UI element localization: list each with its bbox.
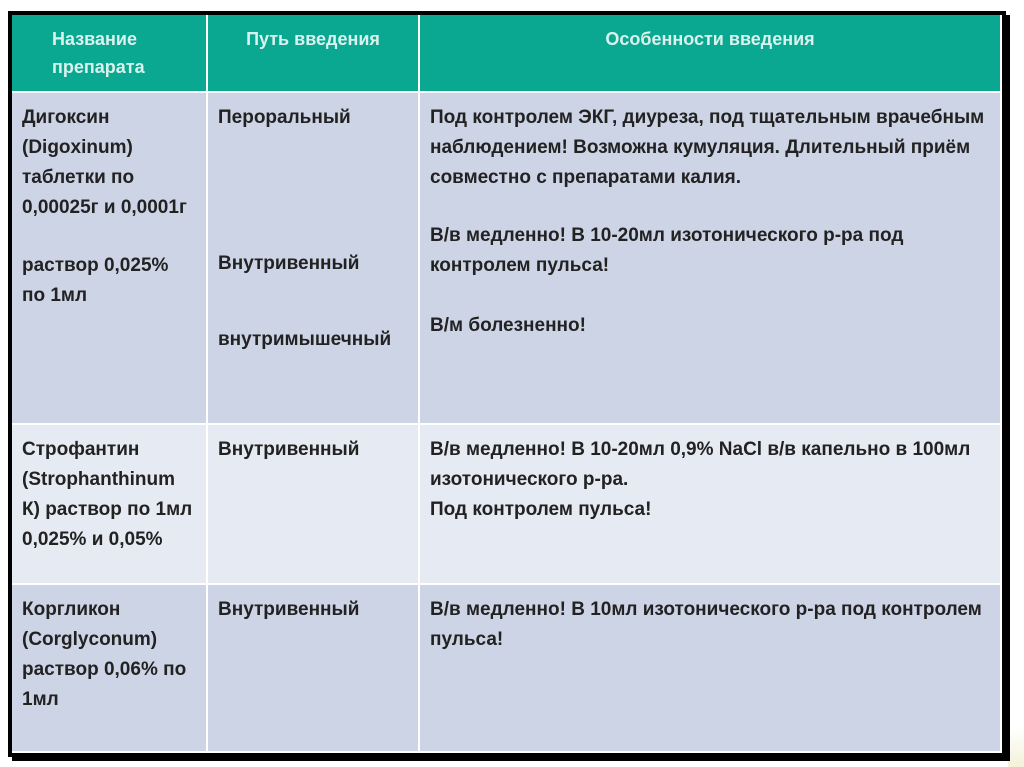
notes-text: В/м болезненно! [430,315,586,336]
route-text: внутримышечный [218,329,392,350]
header-notes: Особенности введения [420,15,1002,93]
table-row [12,585,1002,753]
route-text: Внутривенный [218,599,360,620]
table-row [12,93,1002,425]
drug-name: Дигоксин (Digoxinum) таблетки по 0,00025г и 0,0001г [22,107,187,218]
table-row [12,425,1002,585]
drug-table [12,15,1002,753]
table-frame [8,11,1006,757]
notes-text: В/в медленно! В 10-20мл изотонического р-ра под контролем пульса! [430,225,904,276]
drug-name-cell [12,93,208,425]
notes-text: Под контролем ЭКГ, диуреза, под тщательным врачебным наблюдением! Возможна кумуляция. Длительный приём совместно с препаратами калия. [430,107,985,188]
route-text: Внутривенный [218,439,360,460]
drug-form: раствор 0,025% по 1мл [22,255,169,306]
header-row [12,15,1002,93]
route-cell [208,425,420,585]
notes-text: Под контролем пульса! [430,499,652,520]
header-route: Путь введения [208,15,420,93]
notes-text: В/в медленно! В 10-20мл 0,9% NaCl в/в капельно в 100мл изотонического р-ра. [430,439,971,490]
route-cell [208,585,420,753]
route-text: Пероральный [218,107,351,128]
notes-text: В/в медленно! В 10мл изотонического р-ра под контролем пульса! [430,599,982,650]
drug-name-cell [12,585,208,753]
route-cell [208,93,420,425]
drug-name: Коргликон (Corglyconum) раствор 0,06% по 1мл [22,599,187,710]
route-text: Внутривенный [218,253,360,274]
drug-name: Строфантин (Strophanthinum К) раствор по 1мл 0,025% и 0,05% [22,439,193,550]
notes-cell [420,585,1002,753]
notes-cell [420,93,1002,425]
corner-accent [1008,727,1024,767]
drug-name-cell [12,425,208,585]
header-name: Название препарата [12,15,208,93]
notes-cell [420,425,1002,585]
